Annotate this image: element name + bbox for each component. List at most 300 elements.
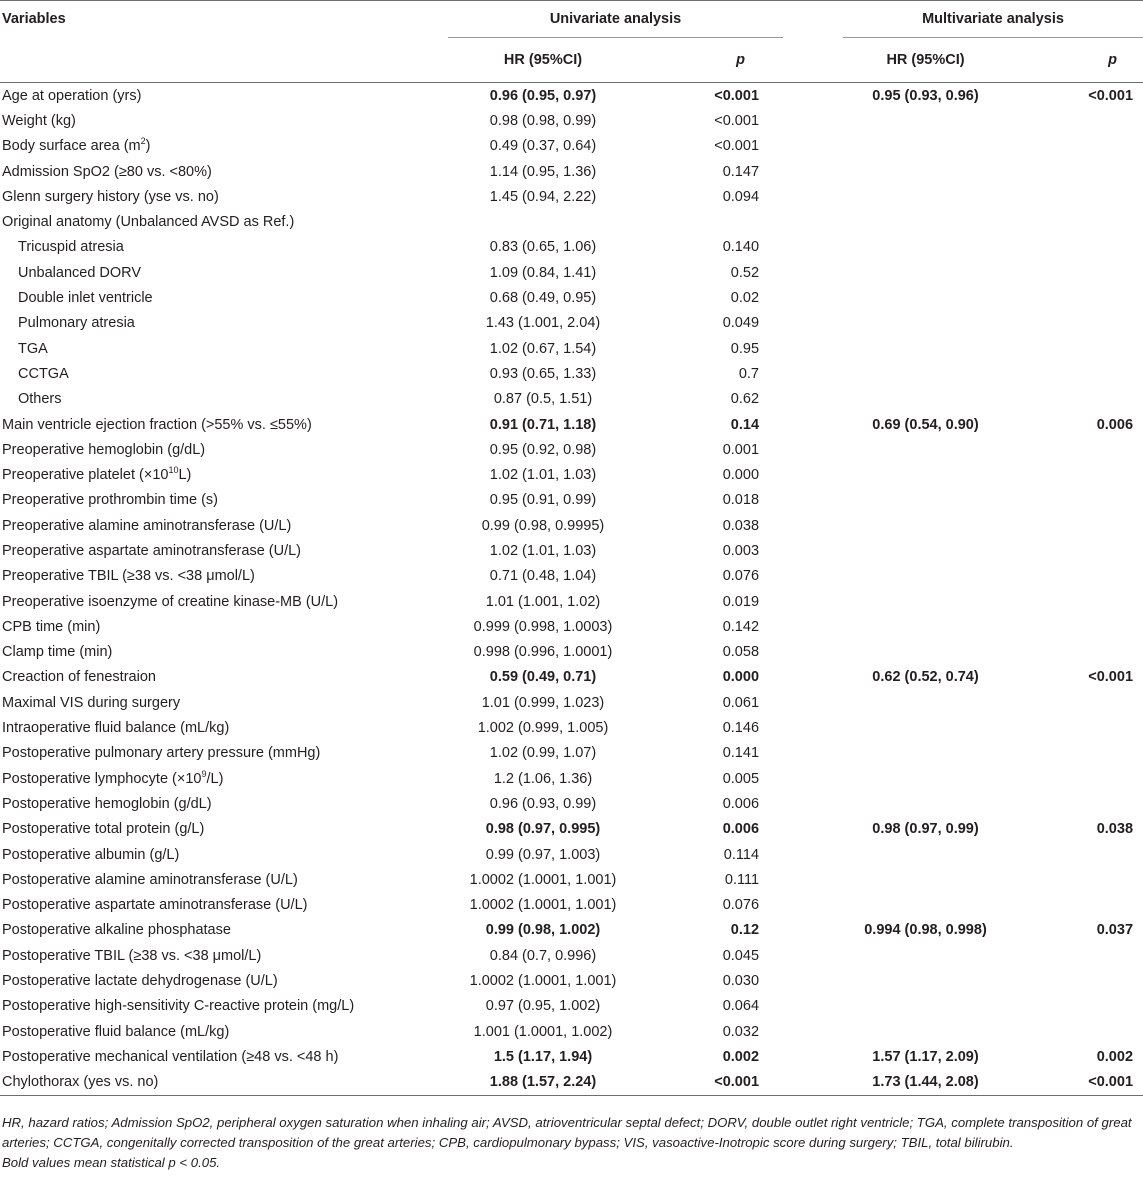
multivariate-hr <box>843 943 1008 968</box>
univariate-hr: 0.83 (0.65, 1.06) <box>489 239 597 256</box>
header-gap <box>783 1 843 38</box>
superscript: 9 <box>201 768 207 779</box>
variable-text: Postoperative mechanical ventilation (≥48 vs. <48 h) <box>2 1048 339 1065</box>
multi-hr-header: HR (95%CI) <box>843 38 1008 83</box>
univariate-hr: 1.45 (0.94, 2.22) <box>489 188 597 205</box>
variable-text: Double inlet ventricle <box>18 290 153 307</box>
table-row <box>0 665 1143 690</box>
column-gap <box>783 462 843 487</box>
variable-text: Postoperative alkaline phosphatase <box>2 922 231 939</box>
table-row <box>0 1019 1143 1044</box>
variable-text: CPB time (min) <box>2 618 101 635</box>
variable-label <box>0 134 448 159</box>
univariate-p: 0.030 <box>722 973 760 990</box>
variable-label <box>0 387 448 412</box>
table-body <box>0 83 1143 1096</box>
multivariate-p <box>1008 184 1143 209</box>
variable-text: Postoperative lactate dehydrogenase (U/L) <box>2 973 278 990</box>
multivariate-p <box>1008 842 1143 867</box>
column-gap <box>783 867 843 892</box>
superscript: 10 <box>168 465 179 476</box>
variable-label <box>0 462 448 487</box>
univariate-p: 0.141 <box>722 745 760 762</box>
column-gap <box>783 842 843 867</box>
column-gap <box>783 1070 843 1096</box>
multivariate-hr: 0.98 (0.97, 0.99) <box>872 821 979 838</box>
univariate-hr: 0.95 (0.91, 0.99) <box>489 492 597 509</box>
univariate-p: 0.52 <box>730 264 760 281</box>
univariate-p: 0.045 <box>722 947 760 964</box>
variable-text: Preoperative TBIL (≥38 vs. <38 μmol/L) <box>2 568 255 585</box>
univariate-hr: 1.0002 (1.0001, 1.001) <box>469 871 617 888</box>
univariate-p: 0.12 <box>730 922 760 939</box>
variable-label <box>0 867 448 892</box>
univariate-hr: 0.96 (0.93, 0.99) <box>489 795 597 812</box>
variable-text: Age at operation (yrs) <box>2 87 142 104</box>
multivariate-hr <box>843 184 1008 209</box>
variable-text: Tricuspid atresia <box>18 239 124 256</box>
variable-text: Postoperative high-sensitivity C-reactive protein (mg/L) <box>2 998 355 1015</box>
variable-text-suffix: L) <box>178 467 192 484</box>
variable-label <box>0 412 448 437</box>
multivariate-p <box>1008 134 1143 159</box>
univariate-p: 0.142 <box>722 618 760 635</box>
multivariate-p <box>1008 715 1143 740</box>
table-row <box>0 741 1143 766</box>
column-gap <box>783 817 843 842</box>
multivariate-p: 0.037 <box>1096 922 1134 939</box>
table-row <box>0 361 1143 386</box>
multivariate-p <box>1008 690 1143 715</box>
table-row <box>0 994 1143 1019</box>
multivariate-hr: 1.57 (1.17, 2.09) <box>872 1048 979 1065</box>
univariate-hr: 0.99 (0.97, 1.003) <box>485 846 601 863</box>
univariate-p: 0.076 <box>722 568 760 585</box>
table-header <box>0 1 1143 83</box>
univariate-p: 0.000 <box>722 467 760 484</box>
univariate-hr: 0.99 (0.98, 0.9995) <box>481 517 605 534</box>
univariate-p: <0.001 <box>714 138 760 155</box>
multivariate-p <box>1008 766 1143 791</box>
variable-label <box>0 943 448 968</box>
variable-text: Preoperative aspartate aminotransferase (U/L) <box>2 542 302 559</box>
univariate-hr: 1.5 (1.17, 1.94) <box>493 1048 593 1065</box>
variable-text: Postoperative hemoglobin (g/dL) <box>2 795 212 812</box>
variable-text: Admission SpO2 (≥80 vs. <80%) <box>2 163 212 180</box>
multivariate-p <box>1008 361 1143 386</box>
variable-label <box>0 715 448 740</box>
univariate-p: 0.140 <box>722 239 760 256</box>
multivariate-p <box>1008 285 1143 310</box>
univariate-hr: 1.43 (1.001, 2.04) <box>485 315 601 332</box>
table-row <box>0 614 1143 639</box>
table-row <box>0 817 1143 842</box>
univariate-hr: 0.71 (0.48, 1.04) <box>489 568 597 585</box>
univariate-p: 0.95 <box>730 340 760 357</box>
multivariate-hr <box>843 235 1008 260</box>
table-row <box>0 134 1143 159</box>
table-row <box>0 311 1143 336</box>
multivariate-hr <box>843 462 1008 487</box>
column-gap <box>783 361 843 386</box>
table-row <box>0 387 1143 412</box>
column-gap <box>783 791 843 816</box>
univariate-p: <0.001 <box>638 1070 783 1096</box>
multivariate-p <box>1008 741 1143 766</box>
univariate-hr: 0.999 (0.998, 1.0003) <box>473 618 613 635</box>
table-row <box>0 589 1143 614</box>
column-gap <box>783 412 843 437</box>
variable-label <box>0 1044 448 1069</box>
table-row <box>0 513 1143 538</box>
column-gap <box>783 1019 843 1044</box>
variable-text: Pulmonary atresia <box>18 315 135 332</box>
multivariate-p <box>1008 336 1143 361</box>
multivariate-p: 0.038 <box>1096 821 1134 838</box>
multivariate-p <box>1008 640 1143 665</box>
multivariate-hr <box>843 159 1008 184</box>
variable-label <box>0 311 448 336</box>
univariate-p: 0.018 <box>722 492 760 509</box>
multivariate-hr <box>843 513 1008 538</box>
multivariate-hr <box>843 589 1008 614</box>
column-gap <box>783 336 843 361</box>
table-row <box>0 943 1143 968</box>
superscript: 2 <box>140 136 146 147</box>
variable-text: Postoperative lymphocyte (×10 <box>2 770 202 787</box>
multi-p-header: p <box>1008 38 1143 83</box>
multivariate-p <box>1008 893 1143 918</box>
column-gap <box>783 614 843 639</box>
univariate-p: 0.003 <box>722 542 760 559</box>
multivariate-hr <box>843 437 1008 462</box>
univariate-p <box>638 209 783 234</box>
univariate-p: 0.049 <box>722 315 760 332</box>
column-gap <box>783 564 843 589</box>
variable-label <box>0 766 448 791</box>
column-gap <box>783 134 843 159</box>
multivariate-p <box>1008 538 1143 563</box>
uni-hr-header: HR (95%CI) <box>448 38 638 83</box>
abbreviation-note: HR, hazard ratios; Admission SpO2, peripheral oxygen saturation when inhaling air; AVSD, atrioventricular septal defect; DORV, double outlet right ventricle; TGA, complete transposition of great arteries; CCTGA, congenitally corrected transposition of the great arteries; CPB, cardiopulmonary bypass; VIS, vasoactive-Inotropic score during surgery; TBIL, total bilirubin. <box>2 1115 1132 1150</box>
variable-label <box>0 817 448 842</box>
multivariate-hr <box>843 690 1008 715</box>
variable-text: Postoperative albumin (g/L) <box>2 846 180 863</box>
variable-text: Maximal VIS during surgery <box>2 694 181 711</box>
univariate-hr: 1.002 (0.999, 1.005) <box>477 720 609 737</box>
univariate-hr: 1.02 (0.67, 1.54) <box>489 340 597 357</box>
multivariate-hr <box>843 336 1008 361</box>
variable-text-suffix: ) <box>145 138 151 155</box>
column-gap <box>783 311 843 336</box>
univariate-hr: 0.87 (0.5, 1.51) <box>493 391 593 408</box>
variable-label <box>0 108 448 133</box>
multivariate-hr <box>843 614 1008 639</box>
multivariate-hr: 0.62 (0.52, 0.74) <box>872 669 979 686</box>
multivariate-hr <box>843 640 1008 665</box>
column-gap <box>783 83 843 109</box>
multivariate-p <box>1008 437 1143 462</box>
multivariate-p <box>1008 614 1143 639</box>
variable-text: Preoperative prothrombin time (s) <box>2 492 218 509</box>
univariate-header: Univariate analysis <box>448 1 783 38</box>
multivariate-p <box>1008 159 1143 184</box>
variable-text: Postoperative fluid balance (mL/kg) <box>2 1023 230 1040</box>
column-gap <box>783 159 843 184</box>
multivariate-p <box>1008 260 1143 285</box>
univariate-p: 0.076 <box>722 897 760 914</box>
multivariate-hr <box>843 538 1008 563</box>
variable-text: Creaction of fenestraion <box>2 669 156 686</box>
multivariate-hr <box>843 741 1008 766</box>
variable-label <box>0 690 448 715</box>
variables-header: Variables <box>2 11 66 28</box>
univariate-hr: 1.01 (0.999, 1.023) <box>481 694 605 711</box>
variable-text: Postoperative aspartate aminotransferase (U/L) <box>2 897 308 914</box>
multivariate-p <box>1008 1019 1143 1044</box>
column-gap <box>783 260 843 285</box>
variable-label <box>0 260 448 285</box>
column-gap <box>783 690 843 715</box>
column-gap <box>783 893 843 918</box>
multivariate-hr <box>843 867 1008 892</box>
table-row <box>0 766 1143 791</box>
column-gap <box>783 994 843 1019</box>
column-gap <box>783 235 843 260</box>
univariate-hr: 0.59 (0.49, 0.71) <box>489 669 597 686</box>
univariate-hr: 0.95 (0.92, 0.98) <box>489 441 597 458</box>
univariate-hr: 0.91 (0.71, 1.18) <box>489 416 597 433</box>
multivariate-p <box>1008 867 1143 892</box>
table-row <box>0 715 1143 740</box>
univariate-hr: 0.84 (0.7, 0.996) <box>489 947 597 964</box>
univariate-p: 0.02 <box>730 290 760 307</box>
multivariate-p <box>1008 235 1143 260</box>
variable-label <box>0 968 448 993</box>
variable-text: Postoperative total protein (g/L) <box>2 821 205 838</box>
univariate-hr: 1.01 (1.001, 1.02) <box>485 593 601 610</box>
multivariate-hr <box>843 311 1008 336</box>
column-gap <box>783 285 843 310</box>
variable-label <box>0 83 448 109</box>
univariate-p: 0.019 <box>722 593 760 610</box>
multivariate-hr <box>843 285 1008 310</box>
univariate-p: 0.058 <box>722 644 760 661</box>
variable-label <box>0 640 448 665</box>
variable-text: Preoperative alamine aminotransferase (U/L) <box>2 517 292 534</box>
univariate-hr: 0.96 (0.95, 0.97) <box>489 87 597 104</box>
variable-text: Main ventricle ejection fraction (>55% vs. ≤55%) <box>2 416 312 433</box>
univariate-hr: 0.998 (0.996, 1.0001) <box>473 644 613 661</box>
multivariate-p <box>1008 462 1143 487</box>
multivariate-p <box>1008 589 1143 614</box>
univariate-hr: 1.0002 (1.0001, 1.001) <box>469 897 617 914</box>
variable-text: Weight (kg) <box>2 112 76 129</box>
variable-label <box>0 614 448 639</box>
multivariate-p <box>1008 564 1143 589</box>
univariate-p: 0.061 <box>722 694 760 711</box>
univariate-p: 0.7 <box>738 365 760 382</box>
column-gap <box>783 108 843 133</box>
variable-text: Postoperative TBIL (≥38 vs. <38 μmol/L) <box>2 947 262 964</box>
table-row <box>0 462 1143 487</box>
variable-text-suffix: /L) <box>206 770 224 787</box>
table-row <box>0 968 1143 993</box>
multivariate-p: 0.002 <box>1096 1048 1134 1065</box>
table-row <box>0 83 1143 109</box>
variable-label <box>0 437 448 462</box>
variable-label <box>0 285 448 310</box>
column-gap <box>783 741 843 766</box>
univariate-p: <0.001 <box>714 87 760 104</box>
table-row <box>0 184 1143 209</box>
column-gap <box>783 387 843 412</box>
variable-text: Body surface area (m <box>2 138 141 155</box>
variable-label <box>0 1070 448 1096</box>
variable-label <box>0 893 448 918</box>
column-gap <box>783 184 843 209</box>
multivariate-hr <box>843 108 1008 133</box>
column-gap <box>783 943 843 968</box>
multivariate-hr <box>843 488 1008 513</box>
univariate-p: 0.094 <box>722 188 760 205</box>
univariate-hr: 0.93 (0.65, 1.33) <box>489 365 597 382</box>
variable-text: CCTGA <box>18 365 69 382</box>
variable-text: Clamp time (min) <box>2 644 113 661</box>
multivariate-hr <box>843 209 1008 234</box>
variable-text: Preoperative platelet (×10 <box>2 467 169 484</box>
variable-label <box>0 159 448 184</box>
univariate-p: 0.146 <box>722 720 760 737</box>
variable-label <box>0 791 448 816</box>
univariate-hr: 1.001 (1.0001, 1.002) <box>473 1023 613 1040</box>
variable-label <box>0 336 448 361</box>
table-row <box>0 285 1143 310</box>
multivariate-hr <box>843 791 1008 816</box>
multivariate-hr <box>843 842 1008 867</box>
multivariate-hr <box>843 715 1008 740</box>
multivariate-hr <box>843 994 1008 1019</box>
variable-text: Preoperative hemoglobin (g/dL) <box>2 441 206 458</box>
bold-values-note: Bold values mean statistical p < 0.05. <box>2 1155 221 1170</box>
variable-text: Original anatomy (Unbalanced AVSD as Ref.) <box>2 214 295 231</box>
multivariate-p <box>1008 209 1143 234</box>
table-row <box>0 235 1143 260</box>
column-gap <box>783 766 843 791</box>
multivariate-p: 0.006 <box>1096 416 1134 433</box>
variable-text: Chylothorax (yes vs. no) <box>2 1074 159 1091</box>
table-row <box>0 1044 1143 1069</box>
column-gap <box>783 589 843 614</box>
univariate-hr: 0.97 (0.95, 1.002) <box>485 998 601 1015</box>
univariate-hr: 1.14 (0.95, 1.36) <box>489 163 597 180</box>
header-gap <box>783 38 843 83</box>
column-gap <box>783 209 843 234</box>
univariate-p: 0.002 <box>722 1048 760 1065</box>
multivariate-hr <box>843 766 1008 791</box>
univariate-hr: 0.99 (0.98, 1.002) <box>485 922 601 939</box>
uni-p-header: p <box>638 38 783 83</box>
multivariate-p <box>1008 311 1143 336</box>
univariate-hr: 1.09 (0.84, 1.41) <box>489 264 597 281</box>
variable-label <box>0 1019 448 1044</box>
variable-label <box>0 564 448 589</box>
multivariate-hr <box>843 564 1008 589</box>
variable-label <box>0 842 448 867</box>
multivariate-p <box>1008 387 1143 412</box>
univariate-hr: 0.68 (0.49, 0.95) <box>489 290 597 307</box>
column-gap <box>783 1044 843 1069</box>
column-gap <box>783 538 843 563</box>
univariate-p: 0.111 <box>724 871 760 888</box>
univariate-p: 0.032 <box>722 1023 760 1040</box>
univariate-p: <0.001 <box>714 112 760 129</box>
multivariate-p <box>1008 943 1143 968</box>
multivariate-hr: 0.69 (0.54, 0.90) <box>872 416 979 433</box>
table-row <box>0 842 1143 867</box>
table-row <box>0 564 1143 589</box>
multivariate-p <box>1008 994 1143 1019</box>
table-row <box>0 640 1143 665</box>
multivariate-hr <box>843 361 1008 386</box>
column-gap <box>783 640 843 665</box>
univariate-hr: 1.2 (1.06, 1.36) <box>493 770 593 787</box>
variable-text: Others <box>18 391 62 408</box>
multivariate-p <box>1008 513 1143 538</box>
univariate-hr: 1.02 (1.01, 1.03) <box>489 542 597 559</box>
multivariate-hr: 0.994 (0.98, 0.998) <box>864 922 987 939</box>
multivariate-p: <0.001 <box>1088 87 1134 104</box>
table-row <box>0 791 1143 816</box>
table-row <box>0 260 1143 285</box>
variable-label <box>0 741 448 766</box>
multivariate-header: Multivariate analysis <box>843 1 1143 38</box>
univariate-hr: 1.88 (1.57, 2.24) <box>448 1070 638 1096</box>
univariate-hr: 0.98 (0.98, 0.99) <box>489 112 597 129</box>
table-row <box>0 918 1143 943</box>
column-gap <box>783 665 843 690</box>
table-row <box>0 538 1143 563</box>
table-row <box>0 1070 1143 1096</box>
variable-text: Glenn surgery history (yse vs. no) <box>2 188 219 205</box>
univariate-p: 0.005 <box>722 770 760 787</box>
multivariate-p: <0.001 <box>1088 669 1134 686</box>
table-row <box>0 336 1143 361</box>
multivariate-p: <0.001 <box>1008 1070 1143 1096</box>
univariate-p: 0.62 <box>730 391 760 408</box>
univariate-p: 0.14 <box>730 416 760 433</box>
table-footnote <box>2 1113 1140 1173</box>
column-gap <box>783 968 843 993</box>
variable-label <box>0 665 448 690</box>
multivariate-p <box>1008 488 1143 513</box>
multivariate-hr <box>843 968 1008 993</box>
multivariate-hr <box>843 387 1008 412</box>
table-row <box>0 437 1143 462</box>
univariate-p: 0.000 <box>722 669 760 686</box>
table-row <box>0 690 1143 715</box>
variable-text: TGA <box>18 340 48 357</box>
univariate-p: 0.147 <box>722 163 760 180</box>
variable-label <box>0 209 448 234</box>
univariate-hr: 1.02 (0.99, 1.07) <box>489 745 597 762</box>
variable-label <box>0 918 448 943</box>
univariate-p: 0.006 <box>722 795 760 812</box>
multivariate-p <box>1008 968 1143 993</box>
table-row <box>0 108 1143 133</box>
variable-label <box>0 361 448 386</box>
univariate-p: 0.038 <box>722 517 760 534</box>
